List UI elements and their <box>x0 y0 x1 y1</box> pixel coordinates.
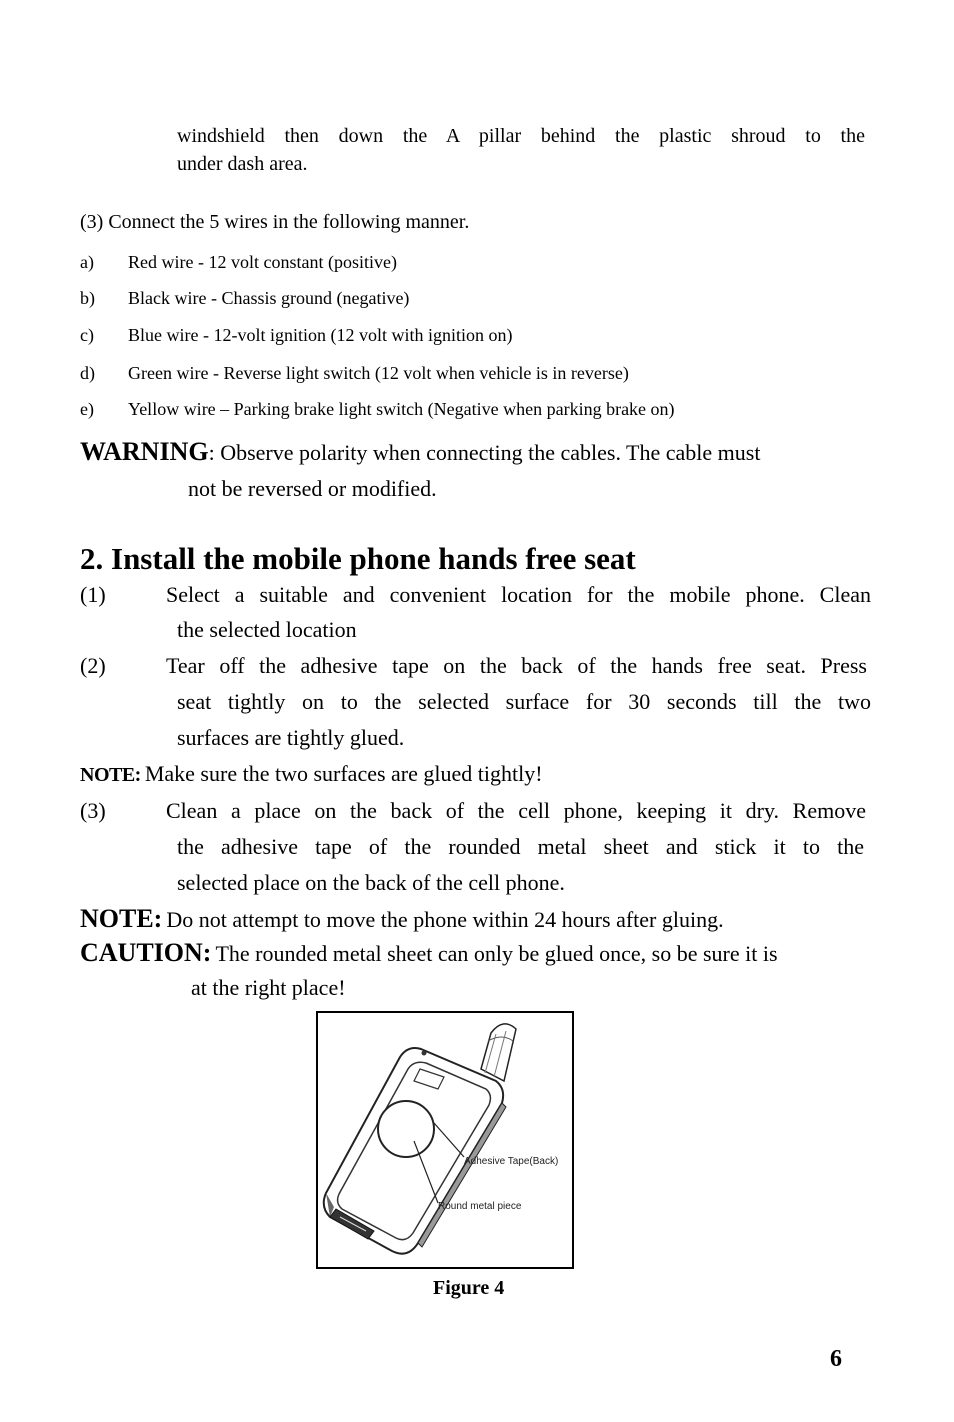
callout-adhesive-tape: Adhesive Tape(Back) <box>464 1156 559 1167</box>
item2-marker: (2) <box>80 653 106 678</box>
item1-marker: (1) <box>80 582 106 607</box>
wire-text-c: Blue wire - 12-volt ignition (12 volt with ignition on) <box>128 325 513 345</box>
caution-label: CAUTION: <box>80 938 212 967</box>
warning-line-1 <box>80 437 870 467</box>
figure-caption: Figure 4 <box>433 1277 505 1299</box>
phone-illustration <box>316 1011 574 1269</box>
note1-text: Make sure the two surfaces are glued tightly! <box>144 761 543 786</box>
item1-line-2: the selected location <box>177 617 357 642</box>
item3-line-1: Clean a place on the back of the cell phone, keeping it dry. Remove <box>166 798 866 823</box>
note2-text: Do not attempt to move the phone within 24 hours after gluing. <box>166 907 724 932</box>
wire-text-b: Black wire - Chassis ground (negative) <box>128 288 410 308</box>
item3-marker: (3) <box>80 798 106 823</box>
warning-text: : Observe polarity when connecting the cables. The cable must <box>208 440 761 465</box>
caution-line-2: at the right place! <box>191 975 346 1000</box>
note2-label: NOTE: <box>80 904 163 933</box>
wire-text-d: Green wire - Reverse light switch (12 volt when vehicle is in reverse) <box>128 363 629 383</box>
wire-marker-e: e) <box>80 399 94 419</box>
intro-line-2: under dash area. <box>177 153 308 175</box>
wire-marker-b: b) <box>80 288 95 308</box>
item3-line-3: selected place on the back of the cell phone. <box>177 870 565 895</box>
wire-marker-a: a) <box>80 252 94 272</box>
figure-4 <box>316 1011 574 1269</box>
wire-marker-d: d) <box>80 363 95 383</box>
wire-text-a: Red wire - 12 volt constant (positive) <box>128 252 397 272</box>
callout-round-metal: Round metal piece <box>438 1201 522 1212</box>
item3-line-2: the adhesive tape of the rounded metal sheet and stick it to the <box>177 834 864 859</box>
warning-label: WARNING <box>80 437 209 466</box>
wire-text-e: Yellow wire – Parking brake light switch (Negative when parking brake on) <box>128 399 675 419</box>
item2-line-2: seat tightly on to the selected surface for 30 seconds till the two <box>177 689 871 714</box>
page-number: 6 <box>830 1346 842 1372</box>
item2-line-3: surfaces are tightly glued. <box>177 725 405 750</box>
step3-heading: (3) Connect the 5 wires in the following manner. <box>80 211 470 233</box>
caution-line-1 <box>80 938 870 968</box>
item1-line-1: Select a suitable and convenient location for the mobile phone. Clean <box>166 582 871 607</box>
item2-line-1: Tear off the adhesive tape on the back of the hands free seat. Press <box>166 653 867 678</box>
note2 <box>80 904 724 934</box>
note1-label: NOTE: <box>80 764 141 786</box>
section-title: 2. Install the mobile phone hands free seat <box>80 541 636 576</box>
intro-line-1: windshield then down the A pillar behind the plastic shroud to the <box>177 125 865 147</box>
note1 <box>80 761 543 787</box>
caution-text: The rounded metal sheet can only be glued once, so be sure it is <box>215 941 778 966</box>
warning-line-2: not be reversed or modified. <box>188 476 437 501</box>
wire-marker-c: c) <box>80 325 94 345</box>
